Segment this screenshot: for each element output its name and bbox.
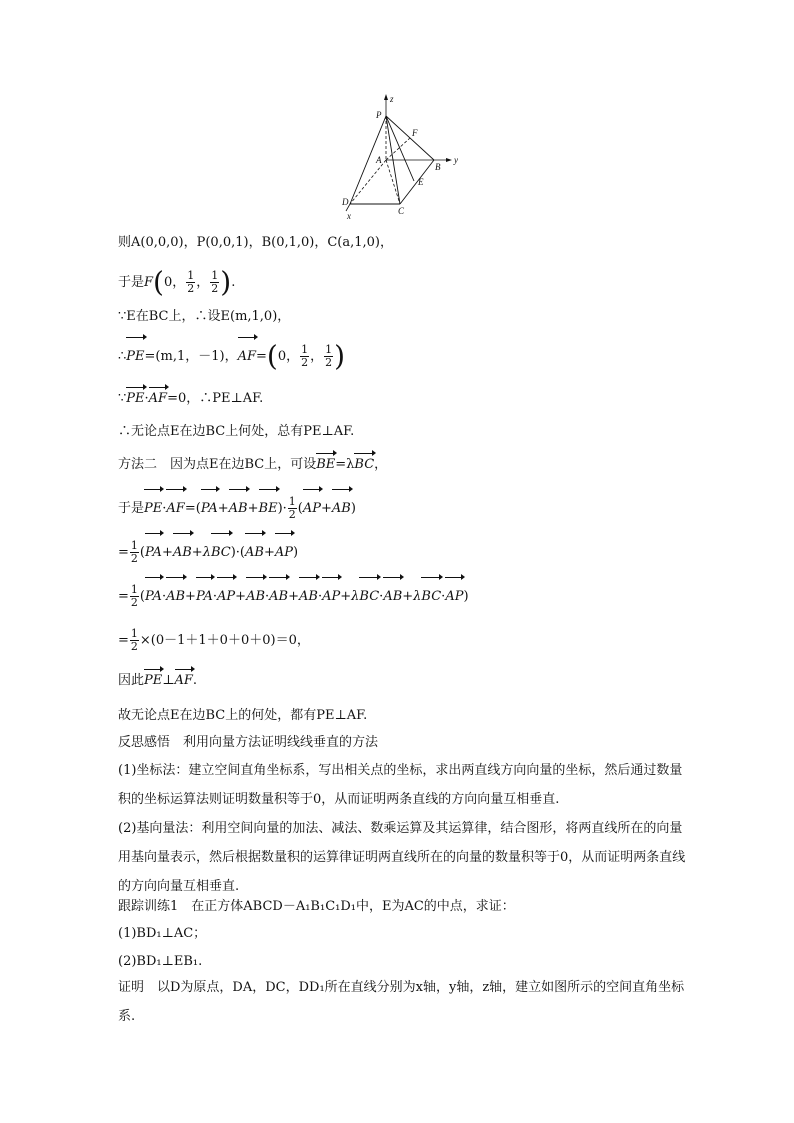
vector-AF: AF bbox=[238, 340, 256, 374]
reflection-heading: 反思感悟 利用向量方法证明线线垂直的方法 bbox=[118, 735, 379, 750]
label-C: C bbox=[398, 206, 405, 216]
text: 于是 bbox=[118, 275, 145, 290]
dot-product-line bbox=[118, 390, 263, 408]
expansion-line-1: 于是PE·AF=(PA+AB+BE)· $\frac{1}{2}$ (AP+AB) bbox=[118, 492, 356, 526]
vector-PE: PE bbox=[126, 340, 144, 374]
text: ∵ bbox=[118, 391, 127, 406]
segment-AC bbox=[386, 160, 400, 204]
x-axis-dashed bbox=[350, 160, 386, 204]
method-basis-paragraph: (2)基向量法：利用空间向量的加法、减法、数乘运算及其运算律，结合图形，将两直线所在的向量用基向量表示，然后根据数量积的运算律证明两直线所在的向量的数量积等于0，从而证明两条直线的方向向量互相垂直. bbox=[118, 821, 686, 894]
pyramid-figure bbox=[330, 92, 490, 224]
vector-BE: BE bbox=[316, 457, 336, 472]
label-z: z bbox=[390, 94, 394, 104]
fraction: $\frac{1}{2}$ bbox=[130, 539, 138, 565]
paren: ) bbox=[334, 339, 346, 373]
result-line: = $\frac{1}{2}$ ×(0－1＋1＋0＋0＋0)＝0， bbox=[118, 627, 310, 653]
text: ， bbox=[374, 457, 388, 472]
fraction: $\frac{1}{2}$ bbox=[301, 343, 309, 369]
z-arrow bbox=[384, 94, 388, 100]
text: =λ bbox=[335, 457, 355, 472]
text: =(m,1，－1)， bbox=[144, 349, 238, 364]
text: =0，∴PE⊥AF. bbox=[167, 391, 264, 406]
fraction: $\frac{1}{2}$ bbox=[130, 627, 138, 653]
fraction: $\frac{1}{2}$ bbox=[130, 583, 138, 609]
exercise-part-2: (2)BD₁⊥EB₁. bbox=[118, 954, 203, 969]
fraction: $\frac{1}{2}$ bbox=[187, 269, 195, 295]
expansion-line-3: = $\frac{1}{2}$ (PA·AB+PA·AP+AB·AB+AB·AP+λBC·AB+λBC·AP) bbox=[118, 580, 469, 614]
method-two-line bbox=[118, 456, 387, 474]
exercise-heading: 跟踪训练1 在正方体ABCD－A₁B₁C₁D₁中，E为AC的中点，求证： bbox=[118, 899, 515, 914]
label-E: E bbox=[418, 177, 424, 187]
point-F-line: 于是F(0， $\frac{1}{2}$ ， $\frac{1}{2}$ ). bbox=[118, 265, 236, 299]
conclusion-line: ∴无论点E在边BC上何处，总有PE⊥AF. bbox=[118, 424, 355, 439]
text: = bbox=[256, 349, 267, 364]
text: 0， bbox=[163, 275, 186, 290]
text: 0， bbox=[277, 349, 300, 364]
paren: ) bbox=[220, 265, 232, 299]
final-conclusion: 故无论点E在边BC上的何处，都有PE⊥AF. bbox=[118, 708, 368, 723]
point-F: F bbox=[144, 275, 154, 290]
fraction: $\frac{1}{2}$ bbox=[211, 269, 219, 295]
fraction: $\frac{1}{2}$ bbox=[325, 343, 333, 369]
label-A: A bbox=[376, 155, 382, 165]
text: ∴ bbox=[118, 349, 127, 364]
exercise-part-1: (1)BD₁⊥AC； bbox=[118, 926, 207, 941]
point-E-line: ∵E在BC上，∴设E(m,1,0)， bbox=[118, 309, 291, 324]
edge-CB bbox=[400, 160, 434, 204]
paren: ( bbox=[266, 339, 278, 373]
therefore-line: 因此PE⊥AF. bbox=[118, 673, 198, 688]
label-P: P bbox=[376, 110, 382, 120]
coordinates-line: 则A(0,0,0)，P(0,0,1)，B(0,1,0)，C(a,1,0)， bbox=[118, 235, 393, 250]
y-arrow bbox=[446, 158, 452, 162]
paren: ( bbox=[153, 265, 164, 299]
label-B: B bbox=[435, 162, 441, 172]
edge-PE bbox=[386, 116, 414, 181]
label-y: y bbox=[454, 155, 458, 165]
fraction: $\frac{1}{2}$ bbox=[288, 495, 296, 521]
label-x: x bbox=[347, 211, 351, 221]
vector-AF: AF bbox=[148, 391, 168, 406]
expansion-line-2: = $\frac{1}{2}$ (PA+AB+λBC)·(AB+AP) bbox=[118, 536, 298, 570]
method-coordinate-paragraph: (1)坐标法：建立空间直角坐标系，写出相关点的坐标，求出两直线方向向量的坐标，然后通过数量积的坐标运算法则证明数量积等于0，从而证明两条直线的方向向量互相垂直. bbox=[118, 763, 683, 807]
label-F: F bbox=[412, 128, 418, 138]
text: 方法二 因为点E在边BC上，可设 bbox=[118, 457, 317, 472]
vector-PE: PE bbox=[126, 391, 145, 406]
text: · bbox=[144, 391, 149, 406]
label-D: D bbox=[342, 197, 349, 207]
vector-BC: BC bbox=[354, 457, 375, 472]
pyramid-diagram bbox=[330, 92, 490, 224]
proof-paragraph: 证明 以D为原点，DA，DC，DD₁所在直线分别为x轴，y轴，z轴，建立如图所示的空间直角坐标系. bbox=[118, 980, 685, 1024]
vectors-line: ∴PE=(m,1，－1)，AF=(0， $\frac{1}{2}$ ， $\frac{1}{2}$ ) bbox=[118, 339, 346, 373]
